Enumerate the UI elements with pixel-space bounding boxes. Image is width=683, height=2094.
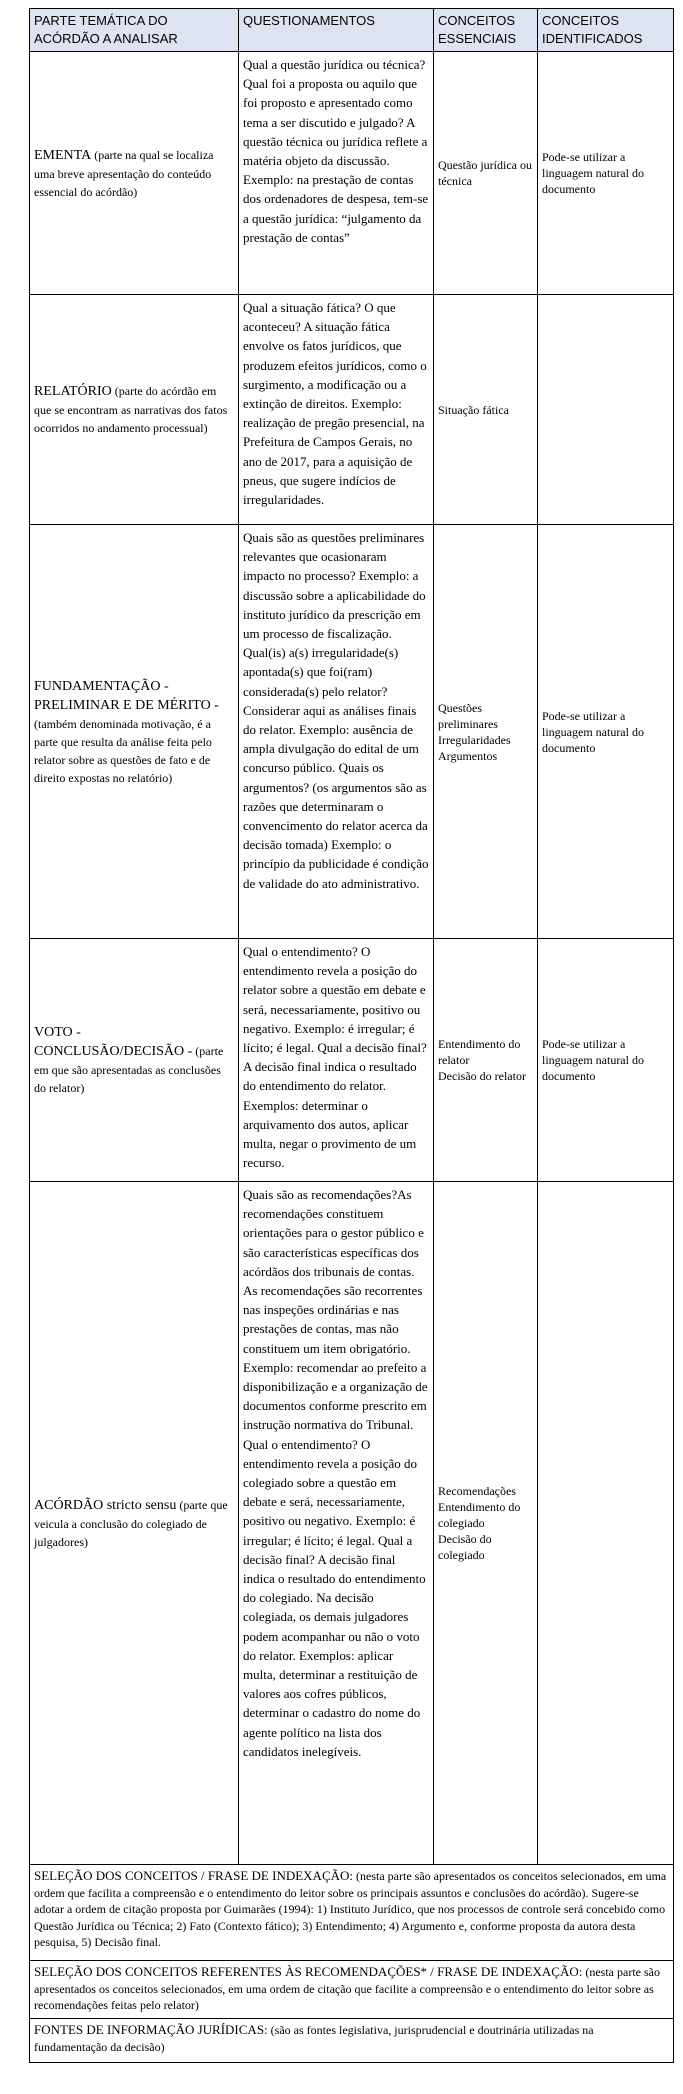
table-row-ementa — [30, 52, 674, 295]
part-desc: (parte na qual se localiza uma breve apresentação do conteúdo essencial do acórdão) — [34, 147, 214, 199]
footer-text: (são as fontes legislativa, jurisprudencial e doutrinária utilizadas na fundamentação da decisão) — [34, 2023, 594, 2054]
footer-lead: FONTES DE INFORMAÇÃO JURÍDICAS: — [34, 2022, 268, 2037]
identified-cell: Pode-se utilizar a linguagem natural do documento — [538, 525, 674, 939]
header-questions: QUESTIONAMENTOS — [239, 9, 434, 52]
header-row — [30, 9, 674, 52]
part-desc: (parte em que são apresentadas as conclusões do relator) — [34, 1044, 224, 1095]
part-desc: (parte que veicula a conclusão do colegiado de julgadores) — [34, 1497, 228, 1549]
footer-row-fontes — [30, 2019, 674, 2063]
footer-text: (nesta parte são apresentados os conceitos selecionados, em uma ordem de citação que facilite a compreensão e o entendimento do leitor sobre as recomendações feitas pelo relator) — [34, 1965, 660, 2012]
part-cell — [30, 939, 239, 1182]
table-row-relatorio — [30, 295, 674, 525]
part-title: RELATÓRIO — [34, 384, 112, 399]
questions-cell: Quais são as recomendações?As recomendações constituem orientações para o gestor público e são características específicas dos acórdãos dos tribunais de contas. As recomendações são recorrentes nas inspeções ordinárias e nas prestações de contas, mas não constituem um item obrigatório. Exemplo: recomendar ao prefeito a disponibilização e a organização de documentos conforme prescrito em instrução normativa do Tribunal. Qual o entendimento? O entendimento revela a posição do colegiado sobre a questão em debate e será, necessariamente, positivo ou negativo. Exemplo: é irregular; é lícito; é legal. Qual a decisão final? A decisão final indica o resultado do entendimento do colegiado. Na decisão colegiada, os demais julgadores podem acompanhar ou não o voto do relator. Exemplos: aplicar multa, determinar a restituição de valores aos cofres públicos, determinar o cadastro do nome do agente político na lista dos candidatos inelegíveis. — [239, 1182, 434, 1865]
header-part: PARTE TEMÁTICA DO ACÓRDÃO A ANALISAR — [30, 9, 239, 52]
questions-cell: Quais são as questões preliminares relevantes que ocasionaram impacto no processo? Exemplo: a discussão sobre a aplicabilidade do instituto jurídico da prescrição em um processo de fiscalização. Qual(is) a(s) irregularidade(s) apontada(s) que foi(ram) considerada(s) pelo relator? Considerar aqui as análises finais do relator. Exemplo: ausência de ampla divulgação do edital de um concurso público. Quais os argumentos? (os argumentos são as razões que determinaram o convencimento do relator acerca da decisão tomada) Exemplo: o princípio da publicidade é condição de validade do ato administrativo. — [239, 525, 434, 939]
part-desc: (também denominada motivação, é a parte que resulta da análise feita pelo relator sobre as questões de fato e de direito expostas no relatório) — [34, 716, 212, 785]
essential-cell: Recomendações Entendimento do colegiado Decisão do colegiado — [434, 1182, 538, 1865]
footer-lead: SELEÇÃO DOS CONCEITOS / FRASE DE INDEXAÇÃO: — [34, 1868, 354, 1883]
identified-cell — [538, 295, 674, 525]
essential-cell: Entendimento do relator Decisão do relator — [434, 939, 538, 1182]
full-width-cell — [30, 1865, 674, 1961]
part-title: VOTO - CONCLUSÃO/DECISÃO - — [34, 1025, 193, 1059]
footer-row-recomendacoes — [30, 1961, 674, 2019]
questions-cell: Qual a situação fática? O que aconteceu? A situação fática envolve os fatos jurídicos, que produzem efeitos jurídicos, como o surgimento, a modificação ou a extinção de direitos. Exemplo: realização de pregão presencial, na Prefeitura de Campos Gerais, no ano de 2017, para a aquisição de pneus, que sugere indícios de irregularidades. — [239, 295, 434, 525]
part-title: FUNDAMENTAÇÃO - PRELIMINAR E DE MÉRITO - — [34, 678, 219, 713]
questions-cell: Qual o entendimento? O entendimento revela a posição do relator sobre a questão em debate e será, necessariamente, positivo ou negativo. Exemplo: é irregular; é lícito; é legal. Qual a decisão final? A decisão final indica o resultado do entendimento do relator. Exemplos: determinar o arquivamento dos autos, aplicar multa, negar o provimento de um recurso. — [239, 939, 434, 1182]
table-row-acordao — [30, 1182, 674, 1865]
header-identified: CONCEITOS IDENTIFICADOS — [538, 9, 674, 52]
footer-lead: SELEÇÃO DOS CONCEITOS REFERENTES ÀS RECOMENDAÇÕES* / FRASE DE INDEXAÇÃO: — [34, 1964, 583, 1979]
part-cell — [30, 52, 239, 295]
essential-cell: Situação fática — [434, 295, 538, 525]
identified-cell: Pode-se utilizar a linguagem natural do documento — [538, 52, 674, 295]
table-row-voto — [30, 939, 674, 1182]
header-essential: CONCEITOS ESSENCIAIS — [434, 9, 538, 52]
full-width-cell — [30, 1961, 674, 2019]
part-cell — [30, 295, 239, 525]
part-desc: (parte do acórdão em que se encontram as narrativas dos fatos ocorridos no andamento processual) — [34, 384, 228, 435]
essential-cell: Questões preliminares Irregularidades Argumentos — [434, 525, 538, 939]
footer-text: (nesta parte são apresentados os conceitos selecionados, em uma ordem que facilita a compreensão e o entendimento do leitor sobre os principais assuntos e conclusões do acórdão). Sugere-se adotar a ordem de citação proposta por Guimarães (1994): 1) Instituto Jurídico, que nos processos de controle será concebido como Questão Jurídica ou Técnica; 2) Fato (Contexto fático); 3) Entendimento; 4) Argumento e, conforme proposta da autora desta pesquisa, 5) Decisão final. — [34, 1869, 667, 1949]
analysis-table — [29, 8, 674, 2063]
part-title: EMENTA — [34, 147, 92, 163]
questions-cell: Qual a questão jurídica ou técnica? Qual foi a proposta ou aquilo que foi proposto e apresentado como tema a ser discutido e julgado? A questão técnica ou jurídica reflete a matéria objeto da discussão. Exemplo: na prestação de contas dos ordenadores de despesa, tem-se a questão jurídica: “julgamento da prestação de contas” — [239, 52, 434, 295]
part-cell — [30, 1182, 239, 1865]
footer-row-selecao — [30, 1865, 674, 1961]
part-title: ACÓRDÃO stricto sensu — [34, 1497, 177, 1513]
essential-cell: Questão jurídica ou técnica — [434, 52, 538, 295]
full-width-cell — [30, 2019, 674, 2063]
identified-cell: Pode-se utilizar a linguagem natural do documento — [538, 939, 674, 1182]
identified-cell — [538, 1182, 674, 1865]
table-row-fundamentacao — [30, 525, 674, 939]
part-cell — [30, 525, 239, 939]
